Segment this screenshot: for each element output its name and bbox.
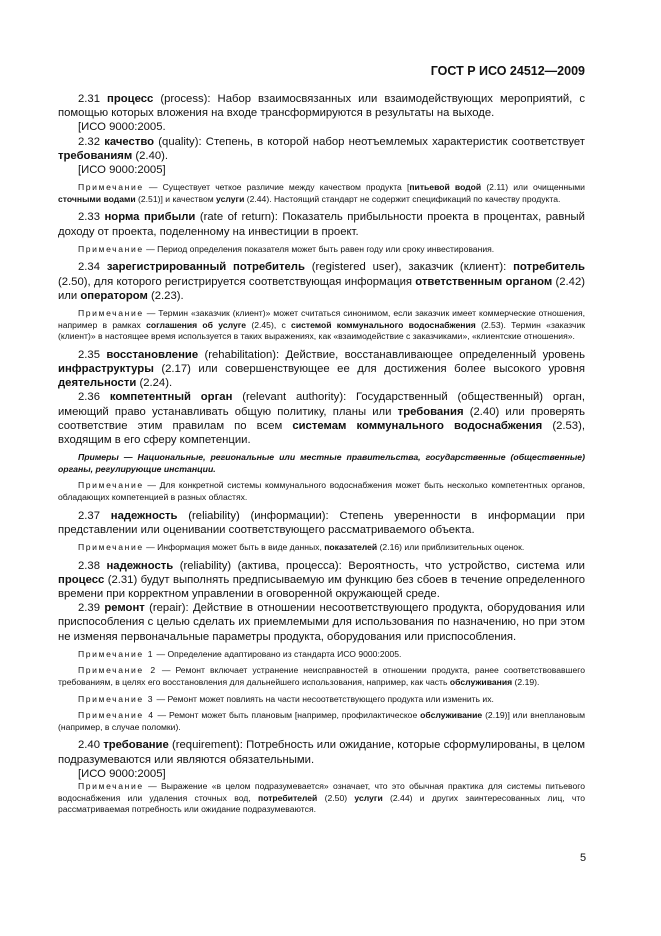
term-title: требование bbox=[103, 739, 169, 752]
note: Примечание — Информация может быть в виде данных, показателей (2.16) или приблизительных оценок. bbox=[78, 542, 525, 552]
note: Примечание — Выражение «в целом подразумевается» означает, что это обычная практика для системы питьевого водоснабжения или удаления сточных вод, потребителей (2.50) услуги (2.44) и других заинтересованных лиц, что рассматриваемая потребность или ожидание подразумеваются. bbox=[58, 780, 586, 815]
note-label: Примечание bbox=[78, 693, 144, 704]
term-source-ref: [ИСО 9000:2005. bbox=[78, 121, 166, 134]
term-title: процесс bbox=[107, 93, 154, 105]
term-2-37: 2.37 надежность (reliability) (информации): Степень уверенности в информации при представлении или оценивании соответствующего рассматриваемого объекта. bbox=[58, 509, 585, 536]
note: Примечание — Период определения показателя может быть равен году или сроку инвестирования. bbox=[78, 243, 495, 254]
term-2-36: 2.36 компетентный орган (relevant authority): Государственный (общественный) орган, имеющий право устанавливать общую политику, планы или требования (2.40) или проверять соответствие этим правилам по всем системам коммунального водоснабжения (2.53), входящим в его сферу компетенции. bbox=[58, 391, 585, 447]
document-body bbox=[58, 92, 585, 821]
term-title: надежность bbox=[110, 509, 178, 522]
note: Примечание — Термин «заказчик (клиент)» может считаться синонимом, если заказчик имеет коммерческие отношения, например в рамках соглашения об услуге (2.45), с системой коммунального водоснабжения (2.53). Термин «заказчик (клиент)» в настоящее время используется в таких выражениях, как «взаимодействие с заказчиками», «клиентские отношения». bbox=[58, 308, 585, 342]
term-title: качество bbox=[104, 135, 155, 148]
term-source-ref: [ИСО 9000:2005] bbox=[78, 164, 166, 177]
term-source-ref: [ИСО 9000:2005] bbox=[78, 767, 166, 780]
term-title: зарегистрированный потребитель bbox=[106, 261, 305, 274]
note-label: Примечание bbox=[78, 480, 144, 491]
note: Примечание 1 — Определение адаптировано из стандарта ИСО 9000:2005. bbox=[78, 648, 402, 659]
term-2-39: 2.39 ремонт (repair): Действие в отношении несоответствующего продукта, оборудования или приспособления с целью сделать их приемлемыми для использования по назначению, но при этом не изменяя первоначальные параметры продукта, оборудования или приспособления. bbox=[58, 602, 585, 643]
page-number: 5 bbox=[580, 852, 587, 864]
term-title: надежность bbox=[106, 559, 174, 572]
term-2-31: 2.31 процесс (process): Набор взаимосвязанных или взаимодействующих мероприятий, с помощью которых вложения на входе трансформируются в результаты на выходе. bbox=[58, 93, 585, 120]
note: Примечание 3 — Ремонт может повлиять на части несоответствующего продукта или изменить их. bbox=[78, 693, 494, 704]
note-label: Примечание bbox=[78, 243, 144, 254]
term-title: восстановление bbox=[106, 348, 199, 361]
term-2-32: 2.32 качество (quality): Степень, в которой набор неотъемлемых характеристик соответствует требованиям (2.40). bbox=[58, 135, 585, 162]
note-label: Примечание bbox=[78, 780, 144, 791]
standard-header: ГОСТ Р ИСО 24512—2009 bbox=[430, 64, 585, 78]
term-2-38: 2.38 надежность (reliability) (актива, процесса): Вероятность, что устройство, система или процесс (2.31) будут выполнять предписываемую им функцию без сбоев в течение определенного времени при корректном управлении в оговоренной окружающей среде. bbox=[58, 559, 585, 600]
note-label: Примечание bbox=[78, 648, 144, 659]
note-label: Примечание bbox=[78, 308, 144, 319]
note-label: Примечание bbox=[78, 665, 144, 676]
term-2-40: 2.40 требование (requirement): Потребность или ожидание, которые сформулированы, в целом подразумеваются или являются обязательными. bbox=[58, 739, 585, 766]
example: Примеры — Национальные, региональные или местные правительства, государственные (общественные) органы, регулирующие инстанции. bbox=[58, 452, 585, 474]
note-label: Примечание bbox=[78, 182, 144, 193]
note: Примечание 2 — Ремонт включает устранение неисправностей в отношении продукта, ранее соответствовавшего требованиям, в целях его восстановления для дальнейшего использования, например, как часть обслуживания (2.19). bbox=[58, 665, 586, 687]
term-title: ремонт bbox=[104, 602, 145, 615]
note: Примечание 4 — Ремонт может быть плановым [например, профилактическое обслуживание (2.19)] или внеплановым (например, в случае поломки). bbox=[58, 710, 586, 732]
term-2-34: 2.34 зарегистрированный потребитель (registered user), заказчик (клиент): потребитель (2.50), для которого регистрируется соответствующая информация ответственным органом (2.42) или оператором (2.23). bbox=[58, 261, 585, 302]
note: Примечание — Для конкретной системы коммунального водоснабжения может быть несколько компетентных органов, обладающих компетенцией в разных областях. bbox=[58, 480, 585, 502]
note-label: Примечание bbox=[78, 542, 144, 552]
term-title: норма прибыли bbox=[104, 211, 196, 224]
note: Примечание — Существует четкое различие между качеством продукта [питьевой водой (2.11) или очищенными сточными водами (2.51)] и качеством услуги (2.44). Настоящий стандарт не содержит спецификаций по качеству продукта. bbox=[58, 182, 585, 204]
term-2-33: 2.33 норма прибыли (rate of return): Показатель прибыльности проекта в процентах, равный доходу от проекта, поделенному на инвестиции в проект. bbox=[58, 211, 585, 238]
term-title: компетентный орган bbox=[109, 391, 233, 404]
term-2-35: 2.35 восстановление (rehabilitation): Действие, восстанавливающее определенный уровень инфраструктуры (2.17) или совершенствующее ее для достижения более высокого уровня деятельности (2.24). bbox=[58, 348, 585, 390]
note-label: Примечание bbox=[78, 710, 144, 721]
